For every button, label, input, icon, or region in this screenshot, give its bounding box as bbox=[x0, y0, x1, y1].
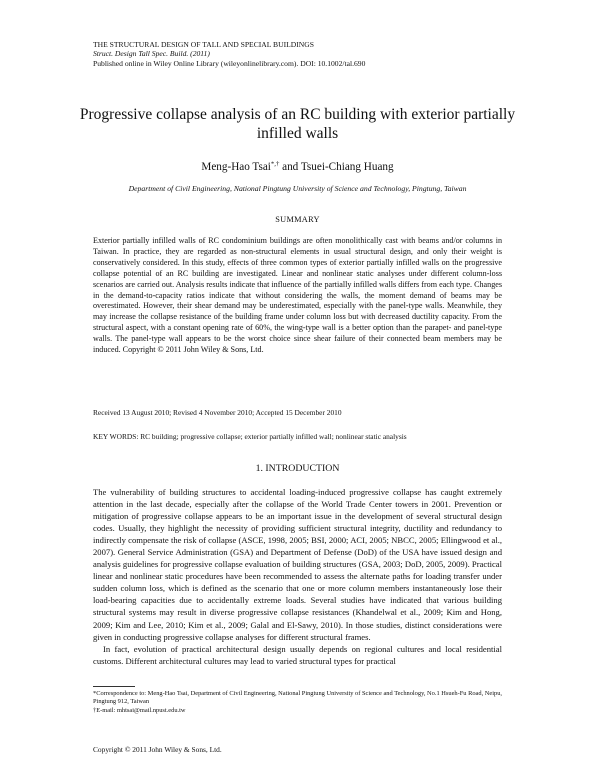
author-name: Tsuei-Chiang Huang bbox=[300, 161, 394, 173]
section-heading-introduction: 1. INTRODUCTION bbox=[255, 463, 340, 474]
author-name: Meng-Hao Tsai bbox=[201, 161, 271, 173]
keywords: KEY WORDS: RC building; progressive collapse; exterior partially infilled wall; nonlinear static analysis bbox=[93, 432, 407, 441]
received-dates: Received 13 August 2010; Revised 4 November 2010; Accepted 15 December 2010 bbox=[93, 408, 342, 417]
page-copyright: Copyright © 2011 John Wiley & Sons, Ltd. bbox=[93, 745, 222, 754]
journal-name: THE STRUCTURAL DESIGN OF TALL AND SPECIAL BUILDINGS bbox=[93, 40, 314, 49]
paper-title: Progressive collapse analysis of an RC building with exterior partially infilled walls bbox=[79, 106, 516, 142]
author-list bbox=[60, 161, 535, 173]
author-footnote-marks: *,† bbox=[270, 160, 280, 168]
footnotes bbox=[93, 690, 502, 715]
footnote-correspondence: *Correspondence to: Meng-Hao Tsai, Department of Civil Engineering, National Pingtung University of Science and Technology, No.1 Hsueh-Fu Road, Neipu, Pingtung 912, Taiwan bbox=[93, 690, 502, 706]
journal-citation: Struct. Design Tall Spec. Build. (2011) bbox=[93, 49, 210, 59]
summary-heading: SUMMARY bbox=[275, 215, 320, 224]
journal-header bbox=[93, 40, 365, 68]
footnote-email: †E-mail: mhtsai@mail.npust.edu.tw bbox=[93, 706, 186, 714]
introduction-body bbox=[93, 486, 502, 667]
author-conjunction: and bbox=[279, 161, 301, 173]
intro-paragraph: The vulnerability of building structures to accidental loading-induced progressive collapse has caught extremely attention in the last decade, especially after the collapse of the World Trade Center towers in 2001. Prevention or mitigation of progressive collapse appears to be an important issue in the development of several structural design codes. Usually, they highlight the necessity of providing sufficient structural integrity, ductility and redundancy to indirectly compensate the risk of collapse (ASCE, 1998, 2005; BSI, 2000; ACI, 2005; NBCC, 2005; Ellingwood et al., 2007). General Service Administration (GSA) and Department of Defense (DoD) of the USA have issued design and analysis guidelines for progressive collapse evaluation of building structures (GSA, 2003; DoD, 2005, 2009). Practical linear and nonlinear static procedures have been recommended to assess the alternate paths for loading transfer under sudden column loss, which is defined as the scenario that one or more column members instantaneously lose their load-bearing capacities due to accidentally extreme loads. Several studies have indicated that various building structural systems may result in diverse progressive collapse resistances (Khandelwal et al., 2009; Kim and Hong, 2009; Kim and Lee, 2010; Kim et al., 2009; Galal and El-Sawy, 2010). In those studies, distinct considerations were given in conducting progressive collapse analyses for different structural frames. bbox=[93, 487, 502, 642]
affiliation: Department of Civil Engineering, National Pingtung University of Science and Technology, Pingtung, Taiwan bbox=[128, 184, 467, 193]
intro-paragraph: In fact, evolution of practical architectural design usually depends on regional cultures and local residential customs. Different architectural cultures may lead to varied structural types for practical bbox=[93, 643, 502, 666]
publication-info: Published online in Wiley Online Library (wileyonlinelibrary.com). DOI: 10.1002/tal.690 bbox=[93, 58, 366, 68]
footnote-divider bbox=[93, 686, 135, 687]
abstract-text: Exterior partially infilled walls of RC condominium buildings are often monolithically cast with beams and/or columns in Taiwan. In practice, they are regarded as non-structural elements in usual structural design, and only their weight is conservatively considered. In this study, effects of three common types of exterior partially infilled walls on the progressive collapse potential of an RC building are investigated. Linear and nonlinear static analyses under different column-loss scenarios are carried out. Analysis results indicate that influence of the partially infilled walls differs from each type. Changes in the demand-to-capacity ratios indicate that without considering the walls, the moment demand of beams may be overestimated. However, their shear demand may be underestimated, especially with the panel-type walls. Meanwhile, they may increase the collapse resistance of the building frame under column loss but with decreased ductility capacity. From the structural aspect, with a constant opening rate of 60%, the wing-type wall is a better option than the parapet- and panel-type walls. The panel-type wall appears to be the worst choice since shear failure of their connected beam members may be induced. Copyright © 2011 John Wiley & Sons, Ltd. bbox=[93, 236, 502, 355]
